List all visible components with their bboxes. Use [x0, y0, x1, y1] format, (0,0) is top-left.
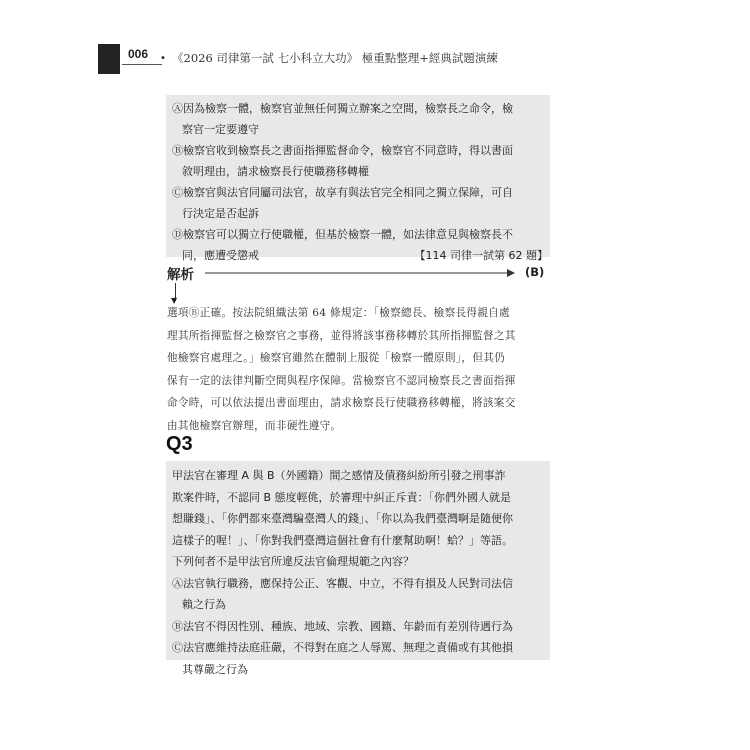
question-source: 【114 司律一試第 62 題】 [414, 249, 548, 262]
option-c: Ⓒ檢察官與法官同屬司法官，故享有與法官完全相同之獨立保障，可自 [172, 186, 513, 199]
previous-question-options [172, 98, 548, 266]
option-c-cont: 行決定是否起訴 [182, 207, 259, 220]
question-number: Q3 [166, 433, 193, 455]
q3-option-c: Ⓒ法官應維持法庭莊嚴，不得對在庭之人辱罵、無理之責備或有其他損 [172, 641, 513, 654]
header-divider [122, 64, 162, 65]
analysis-text: 選項Ⓑ正確。按法院組織法第 64 條規定：「檢察總長、檢察長得親自處 理其所指揮監督之檢察官之事務，並得將該事務移轉於其所指揮監督之其 他檢察官處理之。」檢察官雖然在體制上服從「檢察一體原則」，但其仍 保有一定的法律判斷空間與程序保障。當檢察官不認同檢察長之書面指揮 命令時，可以依法提出書面理由，請求檢察長行使職務移轉權，將該案交 由其他檢察官辦理，而非硬性遵守。 [167, 307, 516, 432]
q3-option-a: Ⓐ法官執行職務，應保持公正、客觀、中立，不得有損及人民對司法信 [172, 576, 513, 590]
question3-text: 甲法官在審理 A 與 B（外國籍）間之感情及債務糾紛所引發之刑事詐 欺案件時，不認同 B 態度輕佻，於審理中糾正斥責：「你們外國人就是 想賺錢」、「你們都來臺灣騙臺灣人的錢」、「你以為我們臺灣啊是隨便你 這樣子的喔！」、「你對我們臺灣這個社會有什麼幫助啊！蛤？」等語。 下列何者不是甲法官所違反法官倫理規範之內容？ Ⓐ法官執行職務，應保持公正、客觀、中立，不得有損及人民對司法信 賴之行為 Ⓑ法官不得因性別、種族、地域、宗教、國籍、年齡而有差別待遇行為 Ⓒ法官應維持法庭莊嚴，不得對在庭之人辱罵、無理之責備或有其他損 其尊嚴之行為 [172, 465, 546, 680]
running-title: 《2026 司律第一試 七小科立大功》 極重點整理+經典試題演練 [172, 51, 498, 65]
option-b-cont: 敘明理由，請求檢察長行使職務移轉權 [182, 165, 369, 178]
down-arrow-icon: ▼ [171, 296, 178, 305]
option-a-cont: 察官一定要遵守 [182, 123, 259, 136]
analysis-arrow-icon [205, 268, 515, 278]
analysis-answer: (B) [525, 265, 545, 279]
page-number: 006 [128, 47, 149, 61]
bullet-icon: • [160, 53, 166, 64]
option-d: Ⓓ檢察官可以獨立行使職權，但基於檢察一體，如法律意見與檢察長不 [172, 228, 513, 241]
analysis-label: 解析 [167, 267, 194, 283]
option-d-cont: 同，應遭受懲戒 【114 司律一試第 62 題】 [172, 245, 548, 266]
q3-option-b: Ⓑ法官不得因性別、種族、地域、宗教、國籍、年齡而有差別待遇行為 [172, 619, 513, 633]
option-a: Ⓐ因為檢察一體，檢察官並無任何獨立辦案之空間，檢察長之命令，檢 [172, 102, 513, 115]
option-b: Ⓑ檢察官收到檢察長之書面指揮監督命令，檢察官不同意時，得以書面 [172, 144, 513, 157]
header-block [98, 44, 120, 74]
